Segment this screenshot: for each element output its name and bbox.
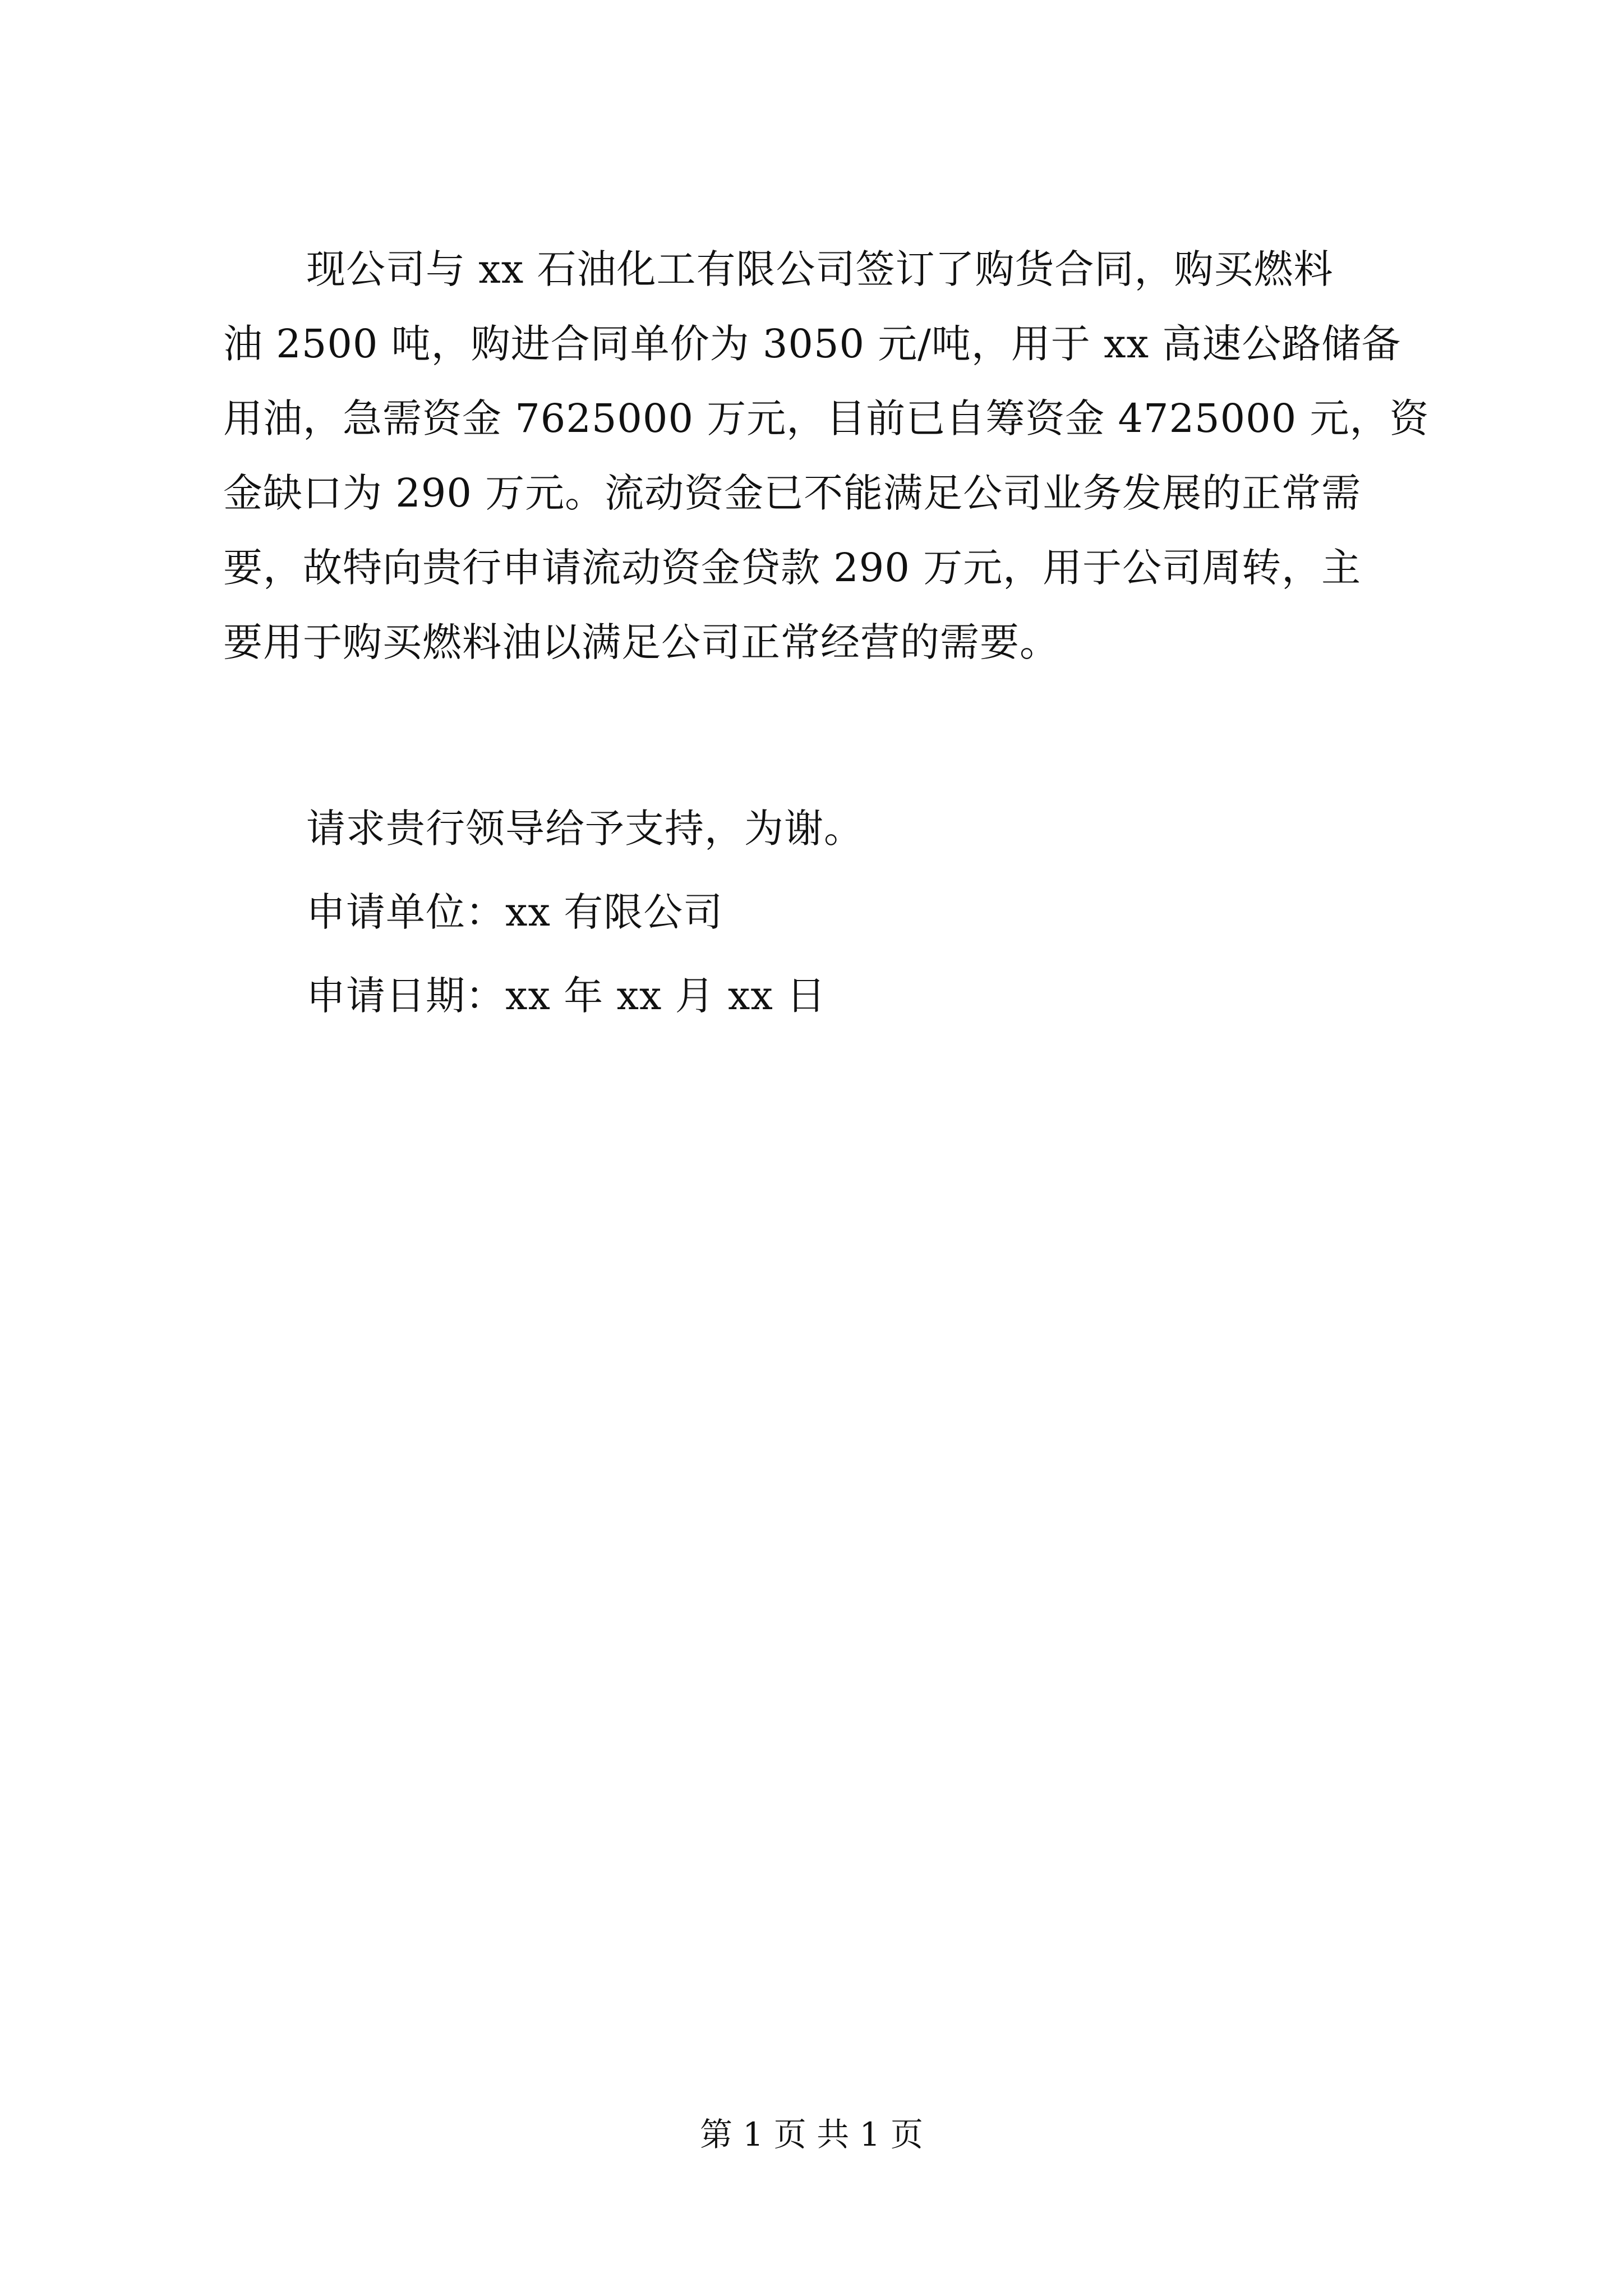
paragraph-line: 油 2500 吨，购进合同单价为 3050 元/吨，用于 xx 高速公路储备 bbox=[223, 321, 1401, 367]
paragraph-line: 要，故特向贵行申请流动资金贷款 290 万元，用于公司周转，主 bbox=[223, 545, 1362, 591]
paragraph-line: 现公司与 xx 石油化工有限公司签订了购货合同，购买燃料 bbox=[306, 246, 1334, 292]
page-footer: 第 1 页 共 1 页 bbox=[700, 2115, 923, 2154]
paragraph-line: 要用于购买燃料油以满足公司正常经营的需要。 bbox=[223, 619, 1059, 665]
paragraph-line: 用油，急需资金 7625000 万元，目前已自筹资金 4725000 元，资 bbox=[223, 395, 1430, 441]
paragraph-line: 金缺口为 290 万元。流动资金已不能满足公司业务发展的正常需 bbox=[223, 470, 1362, 516]
date-line: 申请日期：xx 年 xx 月 xx 日 bbox=[306, 973, 827, 1019]
request-line: 请求贵行领导给予支持，为谢。 bbox=[306, 806, 864, 852]
applicant-line: 申请单位：xx 有限公司 bbox=[306, 889, 723, 935]
